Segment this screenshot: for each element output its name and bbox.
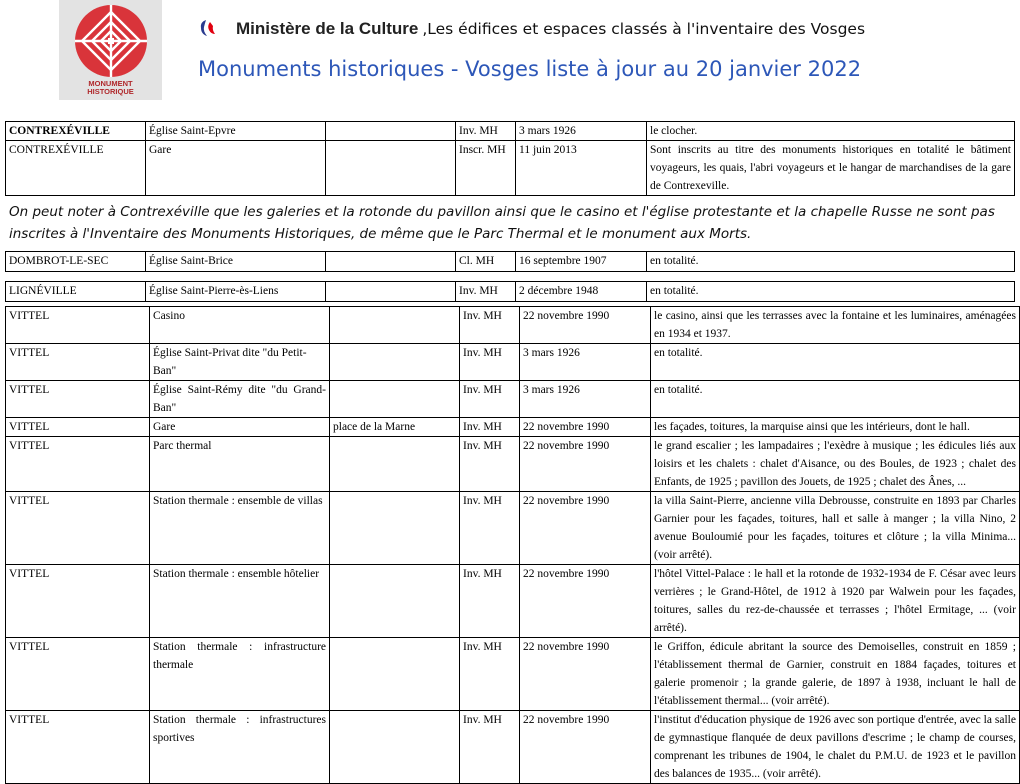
edifice-cell: Église Saint-Rémy dite "du Grand-Ban" xyxy=(150,381,330,418)
precisions-cell: l'institut d'éducation physique de 1926 avec son portique d'entrée, avec la salle de gymnastique flanquée de deux pavillons d'escrime ; le champ de courses, comprenant les tribunes de 1904, le chalet du P.M.U. de 1923 et le pavillon des balances de 1935... (voir arrêté). xyxy=(651,711,1020,784)
commune-cell: VITTEL xyxy=(6,344,150,381)
adresse-cell xyxy=(326,141,456,196)
precisions-cell: en totalité. xyxy=(651,381,1020,418)
commune-cell: DOMBROT-LE-SEC xyxy=(6,252,146,272)
protection-cell: Inv. MH xyxy=(460,307,520,344)
date-cell: 22 novembre 1990 xyxy=(520,565,651,638)
protection-cell: Inv. MH xyxy=(460,565,520,638)
adresse-cell xyxy=(326,122,456,141)
date-cell: 22 novembre 1990 xyxy=(520,418,651,437)
commune-cell: VITTEL xyxy=(6,638,150,711)
commune-cell: VITTEL xyxy=(6,492,150,565)
page-subtitle: Monuments historiques - Vosges liste à jour au 20 janvier 2022 xyxy=(198,57,862,81)
commune-cell: CONTREXÉVILLE xyxy=(6,122,146,141)
table-row xyxy=(6,282,1015,302)
protection-cell: Inv. MH xyxy=(456,282,516,302)
date-cell: 2 décembre 1948 xyxy=(516,282,647,302)
page-title: ,Les édifices et espaces classés à l'inventaire des Vosges xyxy=(422,20,866,39)
commune-cell: VITTEL xyxy=(6,381,150,418)
edifice-cell: Casino xyxy=(150,307,330,344)
edifice-cell: Parc thermal xyxy=(150,437,330,492)
precisions-cell: l'hôtel Vittel-Palace : le hall et la rotonde de 1932-1934 de F. César avec leurs verrières ; le Grand-Hôtel, de 1912 à 1920 par Walwein pour les façades, toitures, salles du rez-de-chaussée et terrasses ; l'hôtel Ermitage, ... (voir arrêté). xyxy=(651,565,1020,638)
precisions-cell: en totalité. xyxy=(651,344,1020,381)
date-cell: 3 mars 1926 xyxy=(520,381,651,418)
precisions-cell: le grand escalier ; les lampadaires ; l'exèdre à musique ; les édicules liés aux loisirs et les chalets : chalet d'Aisance, ou des Boules, de 1923 ; chalet des Enfants, de 1925 ; pavillon des Jouets, de 1925 ; chalet des Ânes, ... xyxy=(651,437,1020,492)
inventory-table-contrexeville xyxy=(5,121,1015,196)
table-row xyxy=(6,122,1015,141)
edifice-cell: Station thermale : ensemble de villas xyxy=(150,492,330,565)
adresse-cell xyxy=(330,437,460,492)
protection-cell: Inscr. MH xyxy=(456,141,516,196)
precisions-cell: le Griffon, édicule abritant la source des Demoiselles, construit en 1859 ; l'établissement thermal de Garnier, construit en 1884 façades, toitures et galerie promenoir ; la grande galerie, de 1897 à 1938, incluant le hall de l'établissement thermal... (voir arrêté). xyxy=(651,638,1020,711)
precisions-cell: les façades, toitures, la marquise ainsi que les intérieurs, dont le hall. xyxy=(651,418,1020,437)
edifice-cell: Gare xyxy=(150,418,330,437)
commune-cell: VITTEL xyxy=(6,418,150,437)
protection-cell: Inv. MH xyxy=(460,638,520,711)
ministry-name: Ministère de la Culture xyxy=(236,19,419,39)
edifice-cell: Gare xyxy=(146,141,326,196)
date-cell: 22 novembre 1990 xyxy=(520,638,651,711)
commune-cell: CONTREXÉVILLE xyxy=(6,141,146,196)
protection-cell: Inv. MH xyxy=(460,492,520,565)
protection-cell: Cl. MH xyxy=(456,252,516,272)
adresse-cell xyxy=(326,252,456,272)
precisions-cell: la villa Saint-Pierre, ancienne villa Debrousse, construite en 1893 par Charles Garnier pour les façades, toitures, hall et salle à manger ; la villa Nino, 2 avenue Bouloumié pour les façades, toitures et clôture ; la villa Minima... (voir arrêté). xyxy=(651,492,1020,565)
precisions-cell: en totalité. xyxy=(647,282,1015,302)
table-row xyxy=(6,141,1015,196)
adresse-cell xyxy=(326,282,456,302)
adresse-cell xyxy=(330,711,460,784)
date-cell: 22 novembre 1990 xyxy=(520,307,651,344)
date-cell: 16 septembre 1907 xyxy=(516,252,647,272)
commune-cell: VITTEL xyxy=(6,307,150,344)
adresse-cell: place de la Marne xyxy=(330,418,460,437)
inventory-table-ligneville xyxy=(5,281,1015,302)
date-cell: 11 juin 2013 xyxy=(516,141,647,196)
protection-cell: Inv. MH xyxy=(460,711,520,784)
logo-text-line1: MONUMENT xyxy=(88,79,133,88)
date-cell: 22 novembre 1990 xyxy=(520,437,651,492)
precisions-cell: en totalité. xyxy=(647,252,1015,272)
table-row xyxy=(6,711,1020,784)
table-row xyxy=(6,638,1020,711)
protection-cell: Inv. MH xyxy=(460,418,520,437)
protection-cell: Inv. MH xyxy=(460,344,520,381)
protection-cell: Inv. MH xyxy=(460,381,520,418)
adresse-cell xyxy=(330,492,460,565)
table-row xyxy=(6,565,1020,638)
date-cell: 3 mars 1926 xyxy=(520,344,651,381)
precisions-cell: le clocher. xyxy=(647,122,1015,141)
adresse-cell xyxy=(330,638,460,711)
adresse-cell xyxy=(330,381,460,418)
date-cell: 22 novembre 1990 xyxy=(520,711,651,784)
date-cell: 3 mars 1926 xyxy=(516,122,647,141)
adresse-cell xyxy=(330,307,460,344)
edifice-cell: Église Saint-Privat dite "du Petit-Ban" xyxy=(150,344,330,381)
table-row xyxy=(6,418,1020,437)
table-row xyxy=(6,252,1015,272)
table-row xyxy=(6,307,1020,344)
inventory-table-vittel xyxy=(5,306,1020,784)
edifice-cell: Station thermale : infrastructure thermale xyxy=(150,638,330,711)
adresse-cell xyxy=(330,565,460,638)
commune-cell: LIGNÉVILLE xyxy=(6,282,146,302)
protection-cell: Inv. MH xyxy=(460,437,520,492)
logo-text-line2: HISTORIQUE xyxy=(87,87,134,96)
date-cell: 22 novembre 1990 xyxy=(520,492,651,565)
monument-historique-logo xyxy=(59,0,162,100)
inventory-table-dombrot xyxy=(5,251,1015,272)
table-row xyxy=(6,492,1020,565)
edifice-cell: Église Saint-Pierre-ès-Liens xyxy=(146,282,326,302)
edifice-cell: Station thermale : ensemble hôtelier xyxy=(150,565,330,638)
protection-cell: Inv. MH xyxy=(456,122,516,141)
table-row xyxy=(6,344,1020,381)
commune-cell: VITTEL xyxy=(6,565,150,638)
contrexeville-note: On peut noter à Contrexéville que les galeries et la rotonde du pavillon ainsi que le casino et l'église protestante et la chapelle Russe ne sont pas inscrites à l'Inventaire des Monuments Historiques, de même que le Parc Thermal et le monument aux Morts. xyxy=(9,204,995,242)
edifice-cell: Église Saint-Epvre xyxy=(146,122,326,141)
precisions-cell: le casino, ainsi que les terrasses avec la fontaine et les luminaires, aménagées en 1934 et 1937. xyxy=(651,307,1020,344)
precisions-cell: Sont inscrits au titre des monuments historiques en totalité le bâtiment voyageurs, les quais, l'abri voyageurs et le hangar de marchandises de la gare de Contrexeville. xyxy=(647,141,1015,196)
edifice-cell: Église Saint-Brice xyxy=(146,252,326,272)
adresse-cell xyxy=(330,344,460,381)
header-line1 xyxy=(198,18,865,43)
edifice-cell: Station thermale : infrastructures sportives xyxy=(150,711,330,784)
marianne-flag-icon xyxy=(198,18,222,43)
commune-cell: VITTEL xyxy=(6,437,150,492)
monument-historique-emblem-icon xyxy=(72,3,150,79)
table-row xyxy=(6,381,1020,418)
table-row xyxy=(6,437,1020,492)
commune-cell: VITTEL xyxy=(6,711,150,784)
